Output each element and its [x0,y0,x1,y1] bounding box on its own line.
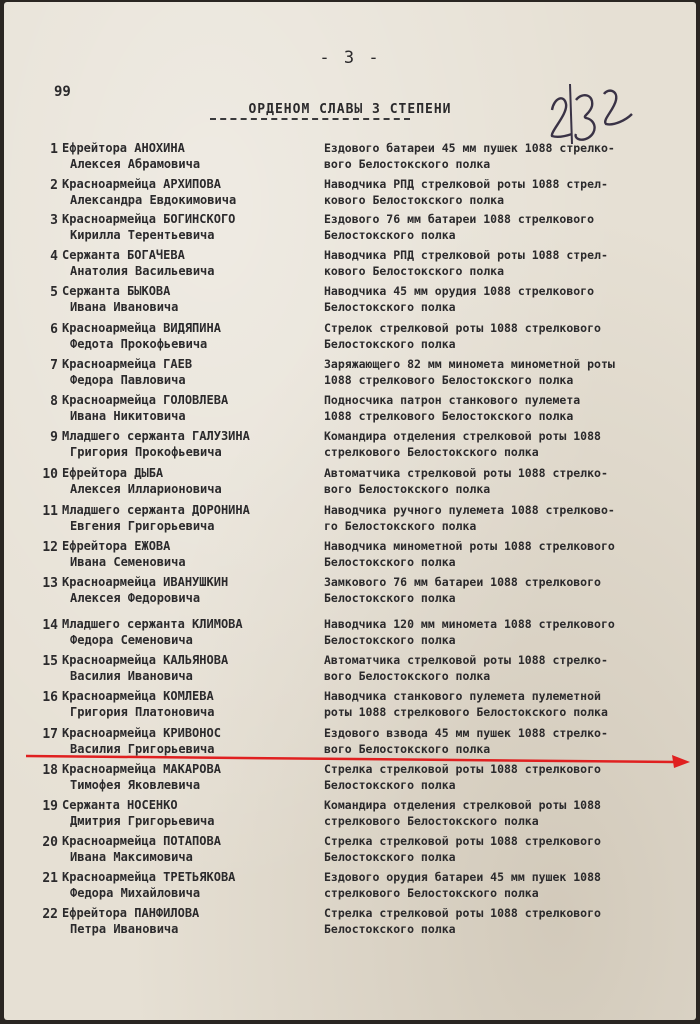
list-item [4,140,696,176]
entry-duty-line2: вого Белостокского полка [324,157,491,171]
entry-duty-line2: стрелкового Белостокского полка [324,445,539,459]
list-item [4,392,696,428]
list-item [4,905,696,941]
entry-number: 13 [42,576,58,591]
list-item [4,465,696,501]
entry-given-names: Федота Прокофьевича [70,337,208,351]
entry-given-names: Федора Павловича [70,373,186,387]
entry-duty-line2: Белостокского полка [324,337,456,351]
list-item [4,356,696,392]
entry-duty-line1: Наводчика 45 мм орудия 1088 стрелкового [324,284,595,298]
entry-given-names: Василия Ивановича [70,669,193,683]
entry-duty-line1: Стрелка стрелковой роты 1088 стрелкового [324,762,601,776]
entry-given-names: Петра Ивановича [70,922,179,936]
entry-given-names: Ивана Никитовича [70,409,186,423]
entry-duty-line1: Наводчика 120 мм миномета 1088 стрелкового [324,617,615,631]
entry-duty-line1: Стрелок стрелковой роты 1088 стрелкового [324,321,601,335]
entry-given-names: Александра Евдокимовича [70,193,237,207]
page-number: - 3 - [319,48,381,68]
entry-duty-line2: Белостокского полка [324,591,456,605]
list-item [4,428,696,464]
entry-duty-line2: роты 1088 стрелкового Белостокского полка [324,705,608,719]
list-item [4,869,696,905]
entry-duty-line1: Командира отделения стрелковой роты 1088 [324,798,601,812]
entry-rank-surname: Красноармейца БОГИНСКОГО [62,212,236,226]
section-heading: ОРДЕНОМ СЛАВЫ 3 СТЕПЕНИ [248,102,452,117]
entry-rank-surname: Ефрейтора ЕЖОВА [62,539,171,553]
entry-rank-surname: Красноармейца ГОЛОВЛЕВА [62,393,229,407]
entry-given-names: Ивана Максимовича [70,850,193,864]
entry-duty-line1: Наводчика минометной роты 1088 стрелкового [324,539,615,553]
entry-rank-surname: Младшего сержанта КЛИМОВА [62,617,243,631]
entry-duty-line2: 1088 стрелкового Белостокского полка [324,409,574,423]
entry-duty-line1: Наводчика станкового пулемета пулеметной [324,689,601,703]
entry-given-names: Ивана Ивановича [70,300,179,314]
entry-number: 6 [50,322,58,337]
entry-number: 11 [42,504,58,519]
entry-rank-surname: Ефрейтора ПАНФИЛОВА [62,906,200,920]
list-item [4,320,696,356]
entry-duty-line2: Белостокского полка [324,778,456,792]
entry-duty-line2: стрелкового Белостокского полка [324,814,539,828]
entry-duty-line2: Белостокского полка [324,922,456,936]
entry-duty-line1: Ездового орудия батареи 45 мм пушек 1088 [324,870,601,884]
entry-rank-surname: Красноармейца ТРЕТЬЯКОВА [62,870,236,884]
entry-given-names: Григория Платоновича [70,705,215,719]
entry-duty-line2: вого Белостокского полка [324,669,491,683]
entry-duty-line2: стрелкового Белостокского полка [324,886,539,900]
entry-given-names: Ивана Семеновича [70,555,186,569]
entry-given-names: Федора Михайловича [70,886,201,900]
entry-number: 10 [42,467,58,482]
entry-number: 16 [42,690,58,705]
entry-duty-line1: Наводчика ручного пулемета 1088 стрелково- [324,503,615,517]
entry-number: 20 [42,835,58,850]
entry-number: 18 [42,763,58,778]
entry-given-names: Алексея Илларионовича [70,482,222,496]
entry-number: 12 [42,540,58,555]
entry-number: 22 [42,907,58,922]
entry-number: 4 [50,249,58,264]
entry-rank-surname: Младшего сержанта ГАЛУЗИНА [62,429,250,443]
entry-rank-surname: Ефрейтора АНОХИНА [62,141,185,155]
entry-number: 15 [42,654,58,669]
entry-number: 21 [42,871,58,886]
red-arrow-annotation [24,748,692,768]
entry-rank-surname: Красноармейца КАЛЬЯНОВА [62,653,229,667]
entry-duty-line1: Ездового батареи 45 мм пушек 1088 стрелко- [324,141,615,155]
entry-number: 5 [50,285,58,300]
entry-rank-surname: Сержанта БЫКОВА [62,284,171,298]
entry-given-names: Кирилла Терентьевича [70,228,215,242]
list-item [4,211,696,247]
entry-given-names: Евгения Григорьевича [70,519,215,533]
entry-duty-line1: Автоматчика стрелковой роты 1088 стрелко- [324,466,608,480]
entry-rank-surname: Ефрейтора ДЫБА [62,466,164,480]
entry-given-names: Василия Григорьевича [70,742,215,756]
entry-duty-line2: вого Белостокского полка [324,742,491,756]
entry-number: 17 [42,727,58,742]
entry-duty-line2: вого Белостокского полка [324,482,491,496]
entry-duty-line1: Стрелка стрелковой роты 1088 стрелкового [324,834,601,848]
entry-number: 9 [50,430,58,445]
entry-duty-line2: Белостокского полка [324,633,456,647]
entry-duty-line1: Автоматчика стрелковой роты 1088 стрелко- [324,653,608,667]
entry-duty-line2: кового Белостокского полка [324,193,505,207]
entry-rank-surname: Красноармейца АРХИПОВА [62,177,221,191]
entry-number: 2 [50,178,58,193]
document-page [4,2,696,1020]
entry-given-names: Тимофея Яковлевича [70,778,201,792]
handwritten-note-text: 283 [542,80,544,81]
entry-duty-line1: Ездового 76 мм батареи 1088 стрелкового [324,212,595,226]
entry-given-names: Алексея Федоровича [70,591,201,605]
entry-number: 19 [42,799,58,814]
entry-number: 8 [50,394,58,409]
entry-duty-line2: 1088 стрелкового Белостокского полка [324,373,574,387]
entry-rank-surname: Красноармейца КОМЛЕВА [62,689,214,703]
corner-mark: 99 [54,84,71,100]
list-item [4,688,696,724]
entry-rank-surname: Красноармейца КРИВОНОС [62,726,221,740]
entry-given-names: Анатолия Васильевича [70,264,215,278]
entry-duty-line1: Заряжающего 82 мм миномета минометной роты [324,357,615,371]
entry-rank-surname: Красноармейца ВИДЯПИНА [62,321,221,335]
entry-duty-line1: Ездового взвода 45 мм пушек 1088 стрелко- [324,726,608,740]
entry-duty-line2: Белостокского полка [324,228,456,242]
entry-given-names: Алексея Абрамовича [70,157,201,171]
list-item [4,833,696,869]
entry-duty-line2: Белостокского полка [324,300,456,314]
entry-rank-surname: Красноармейца МАКАРОВА [62,762,221,776]
list-item [4,538,696,574]
entry-number: 3 [50,213,58,228]
entry-duty-line1: Стрелка стрелковой роты 1088 стрелкового [324,906,601,920]
entry-duty-line2: Белостокского полка [324,850,456,864]
list-item [4,797,696,833]
entry-rank-surname: Красноармейца ИВАНУШКИН [62,575,229,589]
entry-duty-line1: Подносчика патрон станкового пулемета [324,393,581,407]
list-item [4,502,696,538]
entry-rank-surname: Красноармейца ПОТАПОВА [62,834,221,848]
entry-duty-line2: Белостокского полка [324,555,456,569]
entry-given-names: Григория Прокофьевича [70,445,222,459]
entry-duty-line1: Замкового 76 мм батареи 1088 стрелкового [324,575,601,589]
list-item [4,176,696,212]
entry-number: 14 [42,618,58,633]
entry-duty-line1: Командира отделения стрелковой роты 1088 [324,429,601,443]
entry-duty-line2: кового Белостокского полка [324,264,505,278]
list-item [4,283,696,319]
entry-duty-line1: Наводчика РПД стрелковой роты 1088 стрел- [324,177,608,191]
entry-rank-surname: Красноармейца ГАЕВ [62,357,193,371]
entry-number: 1 [50,142,58,157]
entry-duty-line2: го Белостокского полка [324,519,477,533]
heading-underline [210,118,410,120]
entry-given-names: Дмитрия Григорьевича [70,814,215,828]
entry-duty-line1: Наводчика РПД стрелковой роты 1088 стрел- [324,248,608,262]
entry-number: 7 [50,358,58,373]
entry-rank-surname: Сержанта НОСЕНКО [62,798,178,812]
list-item [4,574,696,610]
list-item [4,652,696,688]
award-list [4,140,696,950]
entry-rank-surname: Сержанта БОГАЧЕВА [62,248,185,262]
list-item [4,616,696,652]
list-item [4,247,696,283]
entry-given-names: Федора Семеновича [70,633,193,647]
entry-rank-surname: Младшего сержанта ДОРОНИНА [62,503,250,517]
